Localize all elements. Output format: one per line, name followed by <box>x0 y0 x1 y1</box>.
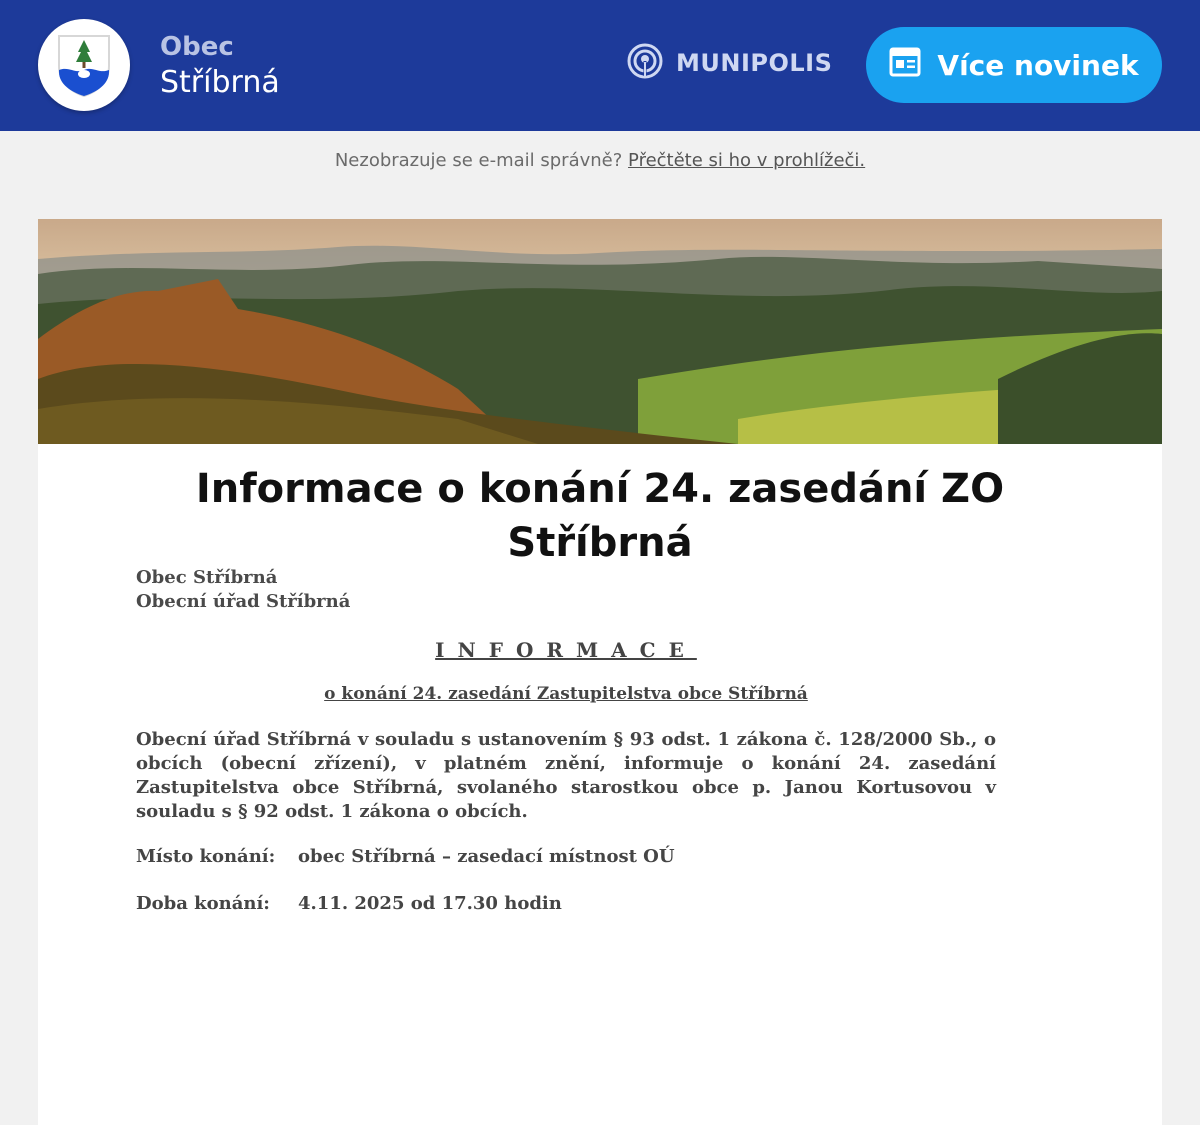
doc-place-label: Místo konání: <box>136 846 276 867</box>
brand-name: Stříbrná <box>160 65 280 100</box>
doc-place-row <box>136 846 996 867</box>
doc-place-value: obec Stříbrná – zasedací místnost OÚ <box>298 846 675 867</box>
doc-line-municipality: Obec Stříbrná <box>136 567 278 588</box>
broadcast-icon <box>626 42 664 84</box>
munipolis-label: MUNIPOLIS <box>676 49 833 77</box>
doc-time-value: 4.11. 2025 od 17.30 hodin <box>298 893 562 914</box>
doc-subheading: o konání 24. zasedání Zastupitelstva obce Stříbrná <box>324 684 808 704</box>
municipal-crest-icon[interactable] <box>38 19 130 111</box>
news-icon <box>889 46 921 85</box>
doc-paragraph: Obecní úřad Stříbrná v souladu s ustanovením § 93 odst. 1 zákona č. 128/2000 Sb., o obcích (obecní zřízení), v platném znění, informuje o konání 24. zasedání Zastupitelstva obce Stříbrná, svolaného starostkou obce p. Janou Kortusovou v souladu s § 92 odst. 1 zákona o obcích. <box>136 729 996 822</box>
more-news-button[interactable] <box>866 27 1162 103</box>
brand-top: Obec <box>160 32 234 62</box>
document-scan <box>136 566 996 914</box>
notice-text: Nezobrazuje se e-mail správně? <box>334 150 623 171</box>
more-news-label: Více novinek <box>937 48 1139 82</box>
munipolis-logo[interactable] <box>626 43 832 83</box>
doc-line-office: Obecní úřad Stříbrná <box>136 591 351 612</box>
doc-time-label: Doba konání: <box>136 893 270 914</box>
header <box>0 0 1200 131</box>
doc-time-row <box>136 893 996 914</box>
landscape-banner-image <box>38 219 1162 444</box>
view-in-browser-link[interactable]: Přečtěte si ho v prohlížeči. <box>628 150 866 171</box>
browser-notice <box>0 150 1200 171</box>
doc-heading: INFORMACE <box>435 638 697 662</box>
brand[interactable] <box>160 30 280 102</box>
article-title: Informace o konání 24. zasedání ZO Stříbrná <box>195 466 1005 566</box>
